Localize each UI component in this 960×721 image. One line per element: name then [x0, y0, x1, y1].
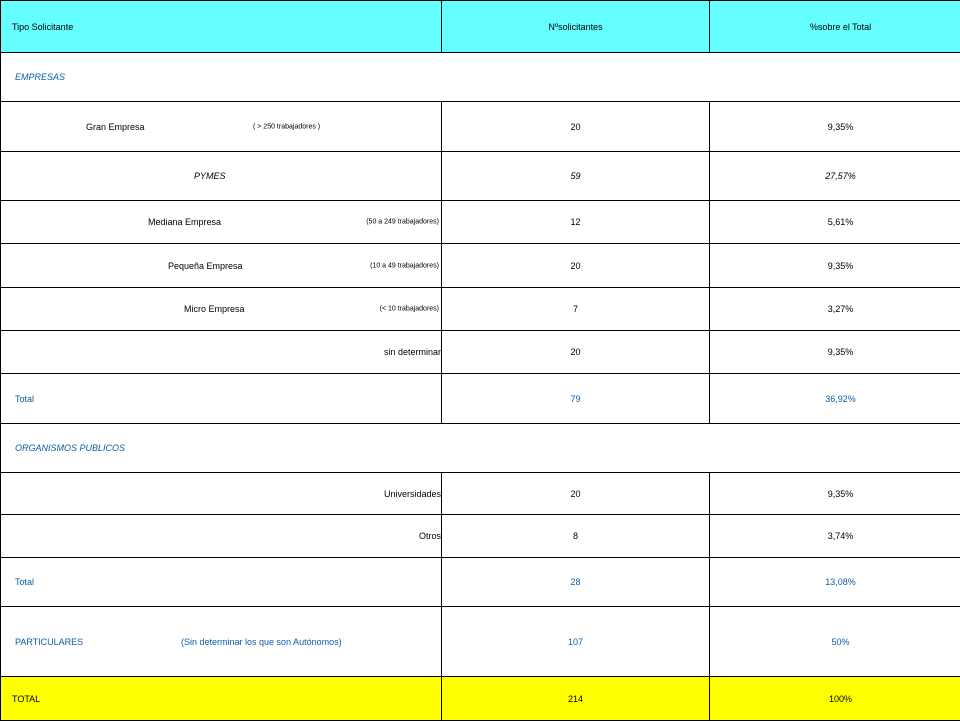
table-row-micro-empresa — [1, 288, 960, 331]
table-row-pymes — [1, 152, 960, 201]
count-pequena-empresa: 20 — [442, 244, 710, 288]
table-row-universidades — [1, 473, 960, 515]
pct-otros: 3,74% — [710, 515, 960, 558]
pct-universidades: 9,35% — [710, 473, 960, 515]
table-row-particulares — [1, 607, 960, 677]
pct-micro-empresa: 3,27% — [710, 288, 960, 331]
table-row-mediana-empresa — [1, 201, 960, 244]
pct-total-organismos: 13,08% — [710, 558, 960, 607]
pct-sin-determinar: 9,35% — [710, 331, 960, 374]
table-row-pequena-empresa — [1, 244, 960, 288]
row-label-total-empresas: Total — [1, 374, 442, 424]
table-row-sin-determinar — [1, 331, 960, 374]
count-micro-empresa: 7 — [442, 288, 710, 331]
row-label-universidades: Universidades — [1, 473, 442, 515]
row-note-mediana-empresa: (50 a 249 trabajadores) — [366, 219, 439, 226]
table-row-total-empresas — [1, 374, 960, 424]
pct-grand-total: 100% — [710, 677, 960, 721]
count-mediana-empresa: 12 — [442, 201, 710, 244]
section-label-organismos: ORGANISMOS PUBLICOS — [15, 443, 125, 453]
count-sin-determinar: 20 — [442, 331, 710, 374]
pct-pequena-empresa: 9,35% — [710, 244, 960, 288]
section-row-empresas — [1, 53, 960, 102]
pct-gran-empresa: 9,35% — [710, 102, 960, 152]
row-label-pequena-empresa: Pequeña Empresa — [168, 261, 243, 271]
row-label-cell — [1, 102, 442, 152]
count-grand-total: 214 — [442, 677, 710, 721]
count-otros: 8 — [442, 515, 710, 558]
count-universidades: 20 — [442, 473, 710, 515]
row-label-cell — [1, 607, 442, 677]
section-empresas-cell — [1, 53, 960, 102]
row-label-otros: Otros — [1, 515, 442, 558]
table-row-otros — [1, 515, 960, 558]
row-label-gran-empresa: Gran Empresa — [86, 122, 145, 132]
row-label-cell — [1, 288, 442, 331]
row-label-cell — [1, 201, 442, 244]
row-label-total-organismos: Total — [1, 558, 442, 607]
row-label-cell — [1, 152, 442, 201]
header-num-solicitantes: Nºsolicitantes — [442, 1, 710, 53]
row-label-sin-determinar: sin determinar — [1, 331, 442, 374]
pct-particulares: 50% — [710, 607, 960, 677]
count-gran-empresa: 20 — [442, 102, 710, 152]
table-row-gran-empresa — [1, 102, 960, 152]
table-row-total-organismos — [1, 558, 960, 607]
row-label-mediana-empresa: Mediana Empresa — [148, 217, 221, 227]
count-total-organismos: 28 — [442, 558, 710, 607]
pct-mediana-empresa: 5,61% — [710, 201, 960, 244]
row-note-pequena-empresa: (10 a 49 trabajadores) — [370, 262, 439, 269]
row-label-particulares: PARTICULARES — [15, 637, 83, 647]
row-note-gran-empresa: ( > 250 trabajadores ) — [253, 123, 320, 130]
pct-total-empresas: 36,92% — [710, 374, 960, 424]
count-particulares: 107 — [442, 607, 710, 677]
header-pct-total: %sobre el Total — [710, 1, 960, 53]
row-label-cell — [1, 244, 442, 288]
row-note-particulares: (Sin determinar los que son Autónomos) — [181, 637, 342, 647]
header-row — [1, 1, 960, 53]
header-tipo-solicitante: Tipo Solicitante — [1, 1, 442, 53]
count-total-empresas: 79 — [442, 374, 710, 424]
section-label-empresas: EMPRESAS — [15, 72, 65, 82]
row-label-micro-empresa: Micro Empresa — [184, 304, 245, 314]
section-organismos-cell — [1, 424, 960, 473]
table-row-grand-total — [1, 677, 960, 721]
section-row-organismos — [1, 424, 960, 473]
row-note-micro-empresa: (< 10 trabajadores) — [380, 306, 439, 313]
count-pymes: 59 — [442, 152, 710, 201]
row-label-pymes: PYMES — [194, 171, 226, 181]
row-label-grand-total: TOTAL — [1, 677, 442, 721]
pct-pymes: 27,57% — [710, 152, 960, 201]
